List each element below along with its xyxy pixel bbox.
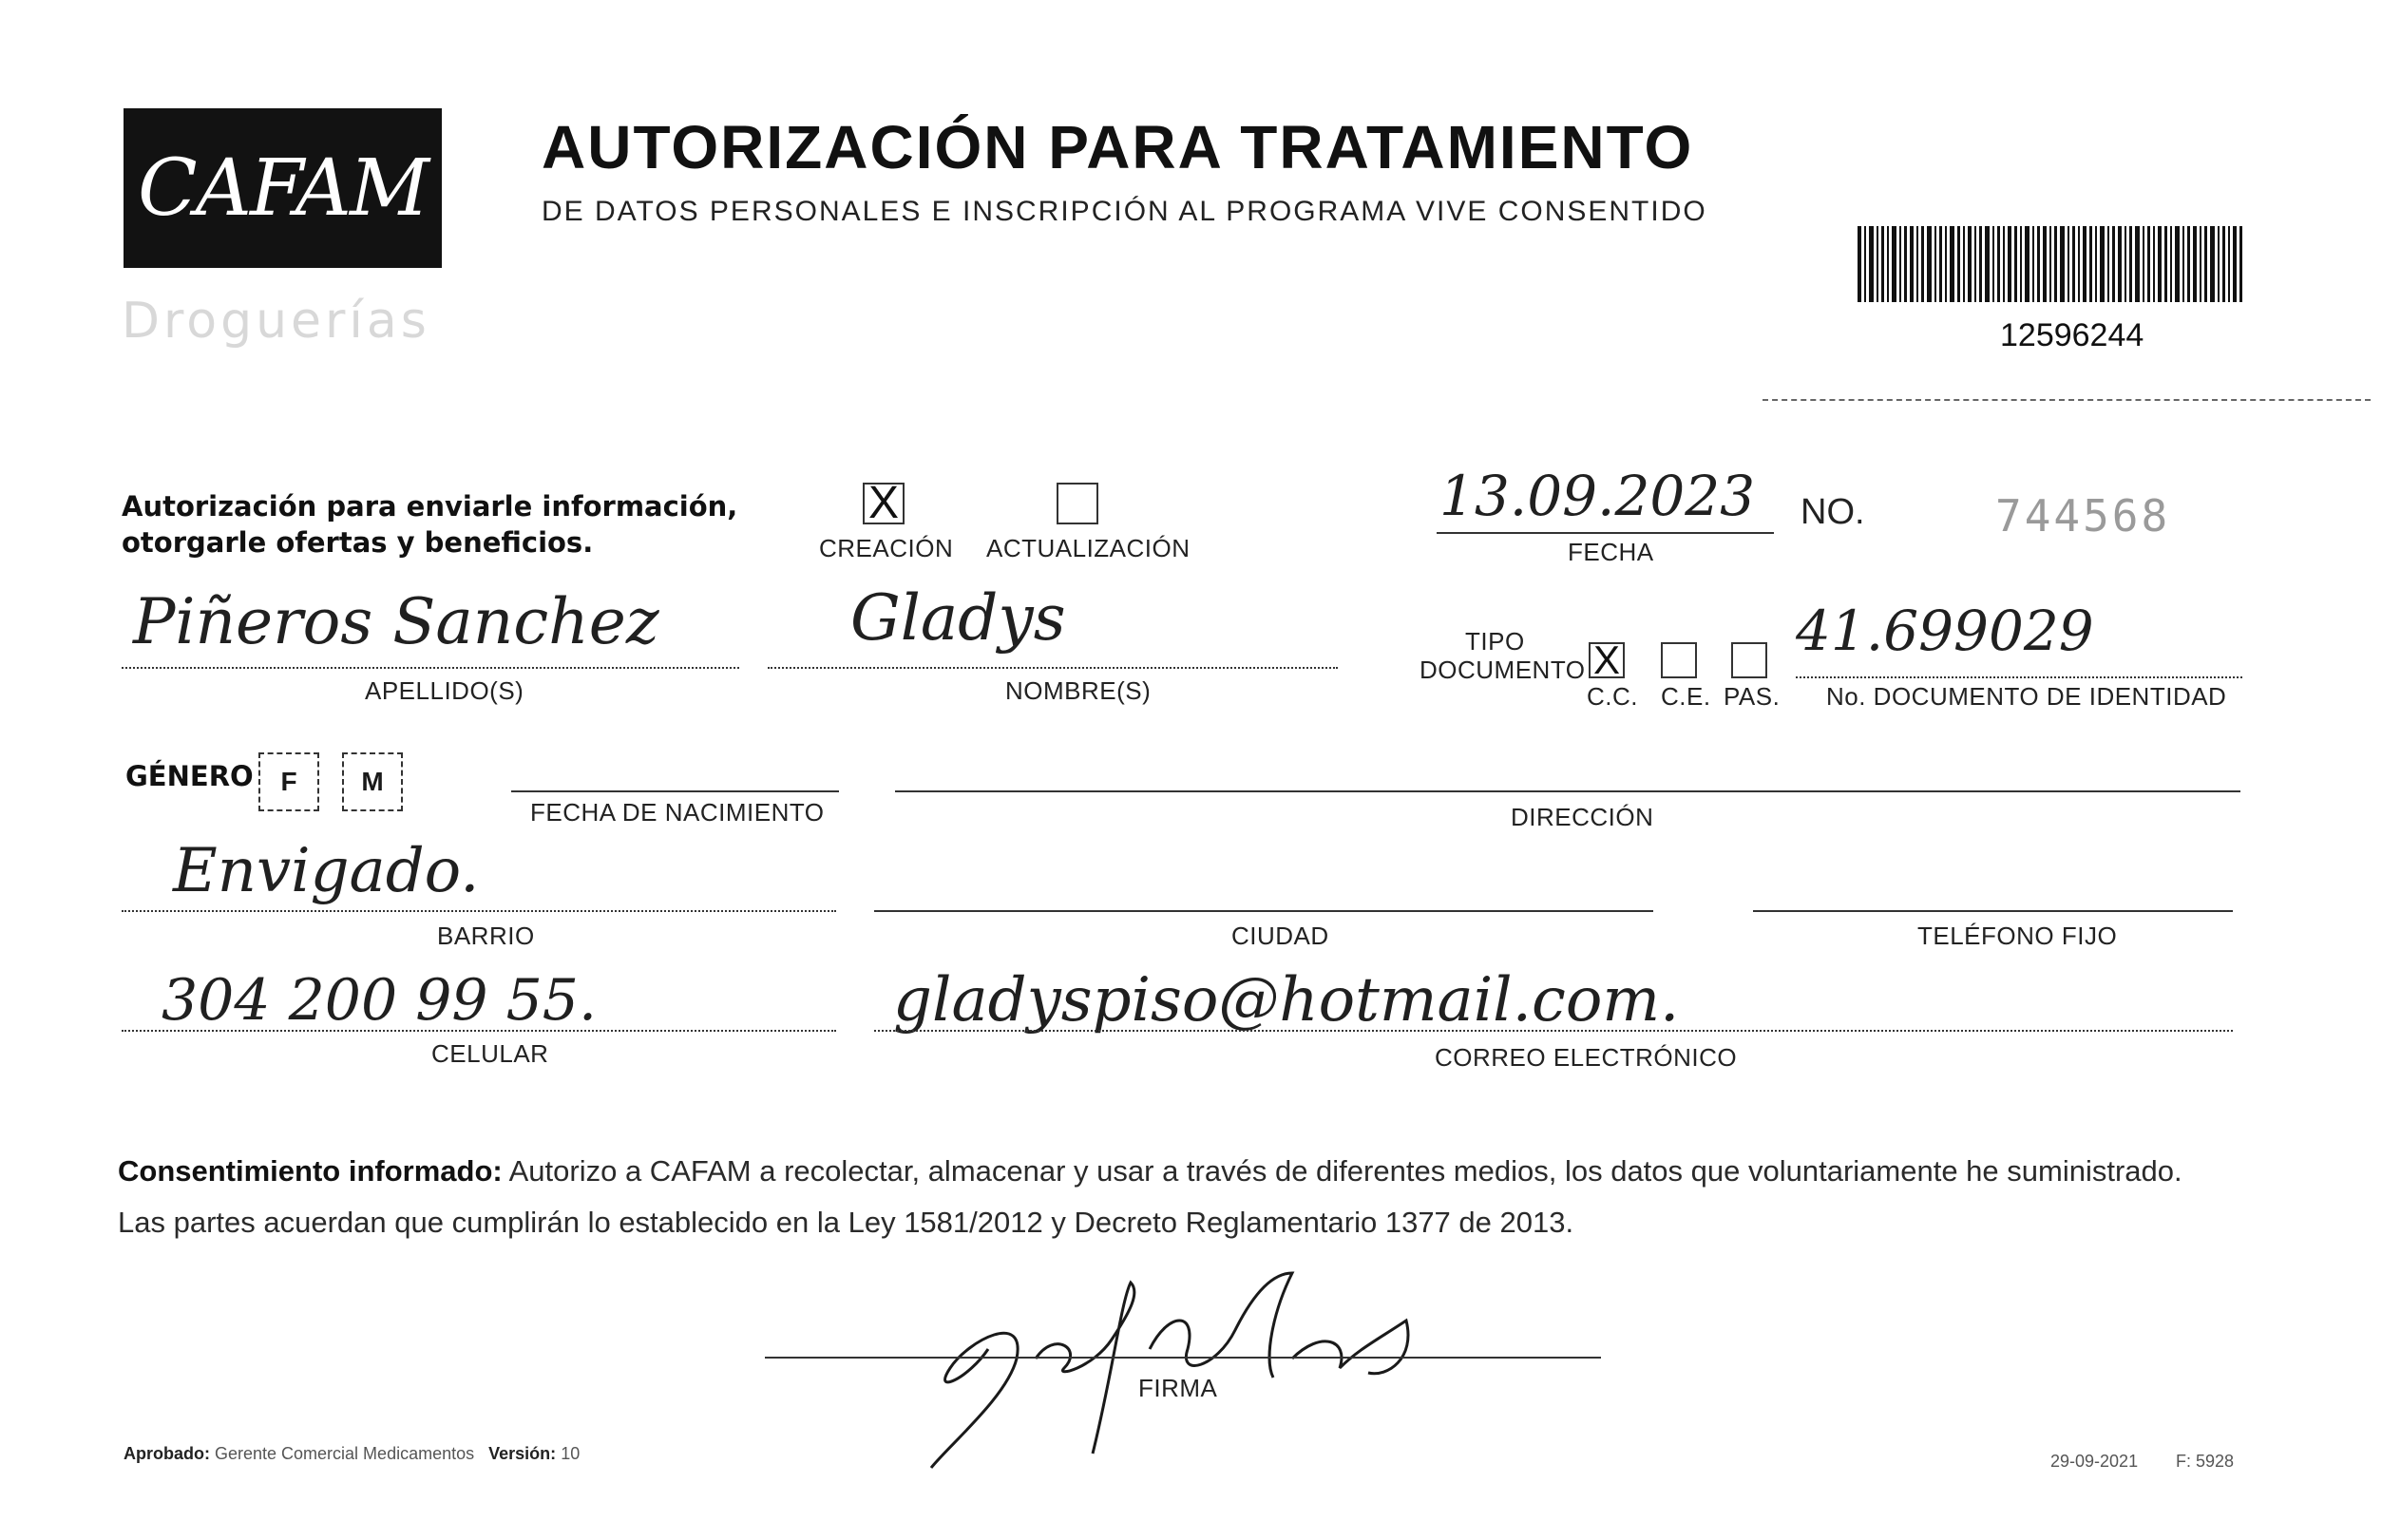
celular-value: 304 200 99 55. <box>162 967 598 1034</box>
doc-label: No. DOCUMENTO DE IDENTIDAD <box>1826 682 2227 711</box>
no-label: NO. <box>1801 492 1865 532</box>
nombres-line <box>768 667 1338 669</box>
direccion-line <box>895 790 2240 792</box>
fecha-line <box>1437 532 1774 534</box>
signature-value <box>998 1273 1005 1274</box>
fecha-label: FECHA <box>1568 538 1654 566</box>
apellidos-line <box>122 667 739 669</box>
correo-line <box>874 1030 2233 1032</box>
actualizacion-checkbox[interactable] <box>1057 483 1098 524</box>
genero-f-label: F <box>280 767 297 796</box>
doc-line <box>1796 676 2242 678</box>
apellidos-label: APELLIDO(S) <box>365 676 524 705</box>
cafam-logo <box>124 108 442 268</box>
auth-text-line2: otorgarle ofertas y beneficios. <box>122 526 594 559</box>
barrio-line <box>122 910 836 912</box>
signature-line <box>765 1357 1601 1359</box>
version-value: 10 <box>561 1444 581 1463</box>
pas-checkbox[interactable] <box>1731 642 1767 678</box>
aprobado-value: Gerente Comercial Medicamentos <box>215 1444 475 1463</box>
barcode-number: 12596244 <box>2000 317 2144 353</box>
creacion-checkbox[interactable] <box>863 478 905 528</box>
no-value: 744568 <box>1995 490 2171 542</box>
documento-label: DOCUMENTO <box>1420 656 1586 684</box>
consent-text <box>118 1146 2256 1248</box>
version-label: Versión: <box>488 1444 557 1463</box>
logo-subtitle: Droguerías <box>122 293 430 350</box>
doc-value: 41.699029 <box>1796 599 2094 663</box>
ciudad-label: CIUDAD <box>1231 922 1329 950</box>
telefono-line <box>1753 910 2233 912</box>
aprobado-label: Aprobado: <box>124 1444 210 1463</box>
footer-left <box>124 1444 580 1464</box>
genero-m-box[interactable] <box>342 752 403 811</box>
signature-scribble <box>874 1254 1539 1473</box>
nacimiento-label: FECHA DE NACIMIENTO <box>530 798 825 827</box>
form-title: AUTORIZACIÓN PARA TRATAMIENTO <box>542 113 1694 181</box>
cc-label: C.C. <box>1587 682 1638 711</box>
actualizacion-label: ACTUALIZACIÓN <box>986 534 1191 562</box>
nombres-value: Gladys <box>850 581 1066 655</box>
genero-label: GÉNERO <box>125 760 254 792</box>
signature-label: FIRMA <box>1138 1374 1218 1402</box>
genero-m-label: M <box>361 767 384 796</box>
apellidos-value: Piñeros Sanchez <box>133 585 659 658</box>
dashed-separator <box>1763 399 2371 401</box>
barcode <box>1858 226 2242 302</box>
ce-label: C.E. <box>1661 682 1711 711</box>
fecha-value: 13.09.2023 <box>1439 464 1756 528</box>
ce-checkbox[interactable] <box>1661 642 1697 678</box>
nacimiento-line <box>511 790 839 792</box>
consent-line1: Autorizo a CAFAM a recolectar, almacenar y usar a través de diferentes medios, los datos que voluntariamente he suministrado. <box>502 1154 2182 1188</box>
tipo-label: TIPO <box>1465 627 1525 656</box>
barrio-value: Envigado. <box>173 836 480 906</box>
pas-label: PAS. <box>1724 682 1781 711</box>
creacion-check-mark: X <box>867 478 899 528</box>
cc-check-mark: X <box>1592 637 1620 682</box>
footer-code: F: 5928 <box>2176 1452 2235 1471</box>
direccion-label: DIRECCIÓN <box>1511 803 1654 831</box>
genero-f-box[interactable] <box>258 752 319 811</box>
consent-bold: Consentimiento informado: <box>118 1154 503 1188</box>
cc-checkbox[interactable] <box>1589 637 1625 682</box>
logo-text: CAFAM <box>138 143 428 234</box>
celular-label: CELULAR <box>431 1039 549 1068</box>
correo-value: gladyspiso@hotmail.com. <box>893 965 1680 1036</box>
footer-date: 29-09-2021 <box>2050 1452 2139 1471</box>
form-subtitle: DE DATOS PERSONALES E INSCRIPCIÓN AL PROGRAMA VIVE CONSENTIDO <box>542 196 1707 227</box>
creacion-label: CREACIÓN <box>819 534 954 562</box>
nombres-label: NOMBRE(S) <box>1005 676 1152 705</box>
consent-line2: Las partes acuerdan que cumplirán lo establecido en la Ley 1581/2012 y Decreto Reglamentario 1377 de 2013. <box>118 1206 1574 1239</box>
barrio-label: BARRIO <box>437 922 535 950</box>
ciudad-line <box>874 910 1653 912</box>
telefono-label: TELÉFONO FIJO <box>1917 922 2118 950</box>
correo-label: CORREO ELECTRÓNICO <box>1435 1043 1738 1072</box>
celular-line <box>122 1030 836 1032</box>
auth-text-line1: Autorización para enviarle información, <box>122 490 738 523</box>
